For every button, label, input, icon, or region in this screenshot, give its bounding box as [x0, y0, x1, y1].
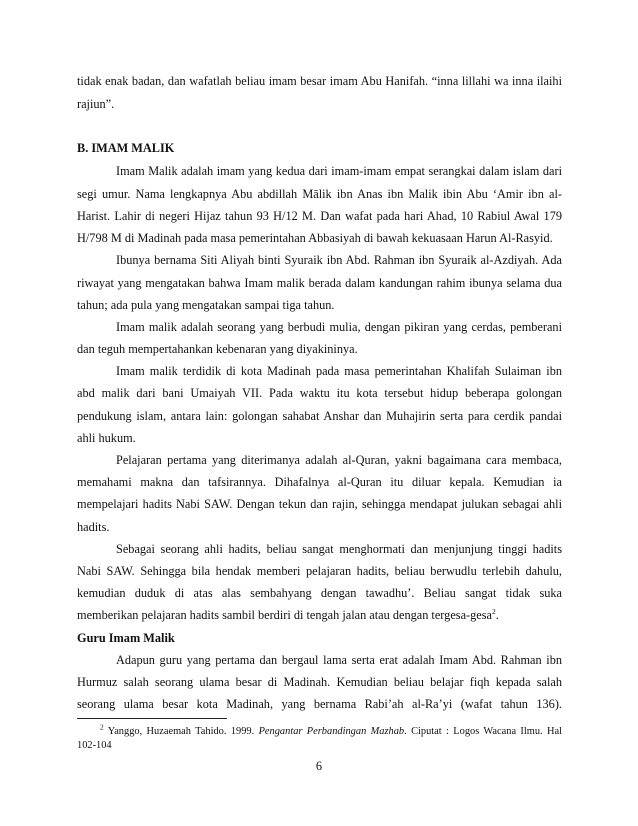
section-heading-guru: Guru Imam Malik — [77, 631, 175, 645]
text-line: Imam Malik adalah imam yang kedua dari imam-imam empat serangkai dalam islam dari — [116, 164, 562, 178]
footnote-reference: 2 — [491, 606, 496, 616]
text-line: Adapun guru yang pertama dan bergaul lama serta erat adalah Imam Abd. Rahman ibn — [116, 653, 562, 667]
text-line: Sebagai seorang ahli hadits, beliau sangat menghormati dan menjunjung tinggi hadits — [116, 542, 562, 556]
footnote-publisher: . Ciputat : Logos Wacana Ilmu. Hal — [404, 726, 563, 737]
footnote-book-title: Pengantar Perbandingan Mazhab — [258, 726, 405, 737]
text-line: Ibunya bernama Siti Aliyah binti Syuraik ibn Abd. Rahman ibn Syuraik al-Azdiyah. Ada — [116, 253, 562, 267]
text-line: dan teguh mempertahankan kebenaran yang diyakininya. — [77, 342, 358, 356]
text-line: segi umur. Nama lengkapnya Abu abdillah Mālik ibn Anas ibn Malik ibin Abu ‘Amir ibn al- — [77, 187, 562, 201]
text-line: abd malik dari bani Umaiyah VII. Pada waktu itu kota tersebut hidup beberapa golongan — [77, 386, 562, 400]
text-line: Pelajaran pertama yang diterimanya adalah al-Quran, yakni bagaimana cara membaca, — [116, 453, 562, 467]
text-line: kemudian duduk di atas alas sembahyang dengan tawadhu’. Beliau sangat tidak suka — [77, 586, 562, 600]
footnote-number: 2 — [100, 722, 104, 732]
page-number: 6 — [315, 759, 323, 773]
text-line: ahli hukum. — [77, 431, 136, 445]
text-line-body: memberikan pelajaran hadits sambil berdiri di tengah jalan atau dengan tergesa-gesa — [77, 608, 492, 622]
text-line: Nabi SAW. Sehingga bila hendak memberi pelajaran hadits, beliau berwudlu terlebih dahulu, — [77, 564, 562, 578]
text-line: tidak enak badan, dan wafatlah beliau imam besar imam Abu Hanifah. “inna lillahi wa inna ilaihi — [77, 74, 562, 88]
text-line — [77, 608, 562, 622]
text-line: tahun; ada pula yang mengatakan sampai tiga tahun. — [77, 298, 335, 312]
text-line: H/798 M di Madinah pada masa pemerintahan Abbasiyah di bawah kekuasaan Harun Al-Rasyid. — [77, 231, 553, 245]
footnote-pages: 102-104 — [77, 740, 112, 751]
text-line: seorang ulama besar kota Madinah, yang bernama Rabi’ah al-Ra’yi (wafat tahun 136). — [77, 697, 562, 711]
text-line: Hurmuz salah seorang ulama besar di Madinah. Kemudian beliau belajar fiqh kepada salah — [77, 675, 562, 689]
text-line: pendukung islam, antara lain: golongan sahabat Anshar dan Muhajirin serta para cerdik pandai — [77, 409, 562, 423]
footnote-separator — [77, 718, 227, 719]
text-line: memahami makna dan tafsirannya. Dihafalnya al-Quran itu diluar kepala. Kemudian ia — [77, 475, 562, 489]
section-heading-imam-malik: B. IMAM MALIK — [77, 141, 175, 155]
text-line: Harist. Lahir di negeri Hijaz tahun 93 H/12 M. Dan wafat pada hari Ahad, 10 Rabiul Awal 179 — [77, 209, 562, 223]
text-line-end: . — [495, 608, 499, 622]
text-line: riwayat yang mengatakan bahwa Imam malik berada dalam kandungan rahim ibunya selama dua — [77, 276, 562, 290]
text-line: hadits. — [77, 520, 110, 534]
text-line: rajiun”. — [77, 97, 115, 111]
text-line: Imam malik terdidik di kota Madinah pada masa pemerintahan Khalifah Sulaiman ibn — [116, 364, 562, 378]
footnote-line — [100, 722, 563, 738]
text-line: mempelajari hadits Nabi SAW. Dengan tekun dan rajin, sehingga mendapat julukan sebagai ahli — [77, 497, 562, 511]
text-line: Imam malik adalah seorang yang berbudi mulia, dengan pikiran yang cerdas, pemberani — [116, 320, 562, 334]
footnote-citation: Yanggo, Huzaemah Tahido. 1999. — [107, 726, 259, 737]
